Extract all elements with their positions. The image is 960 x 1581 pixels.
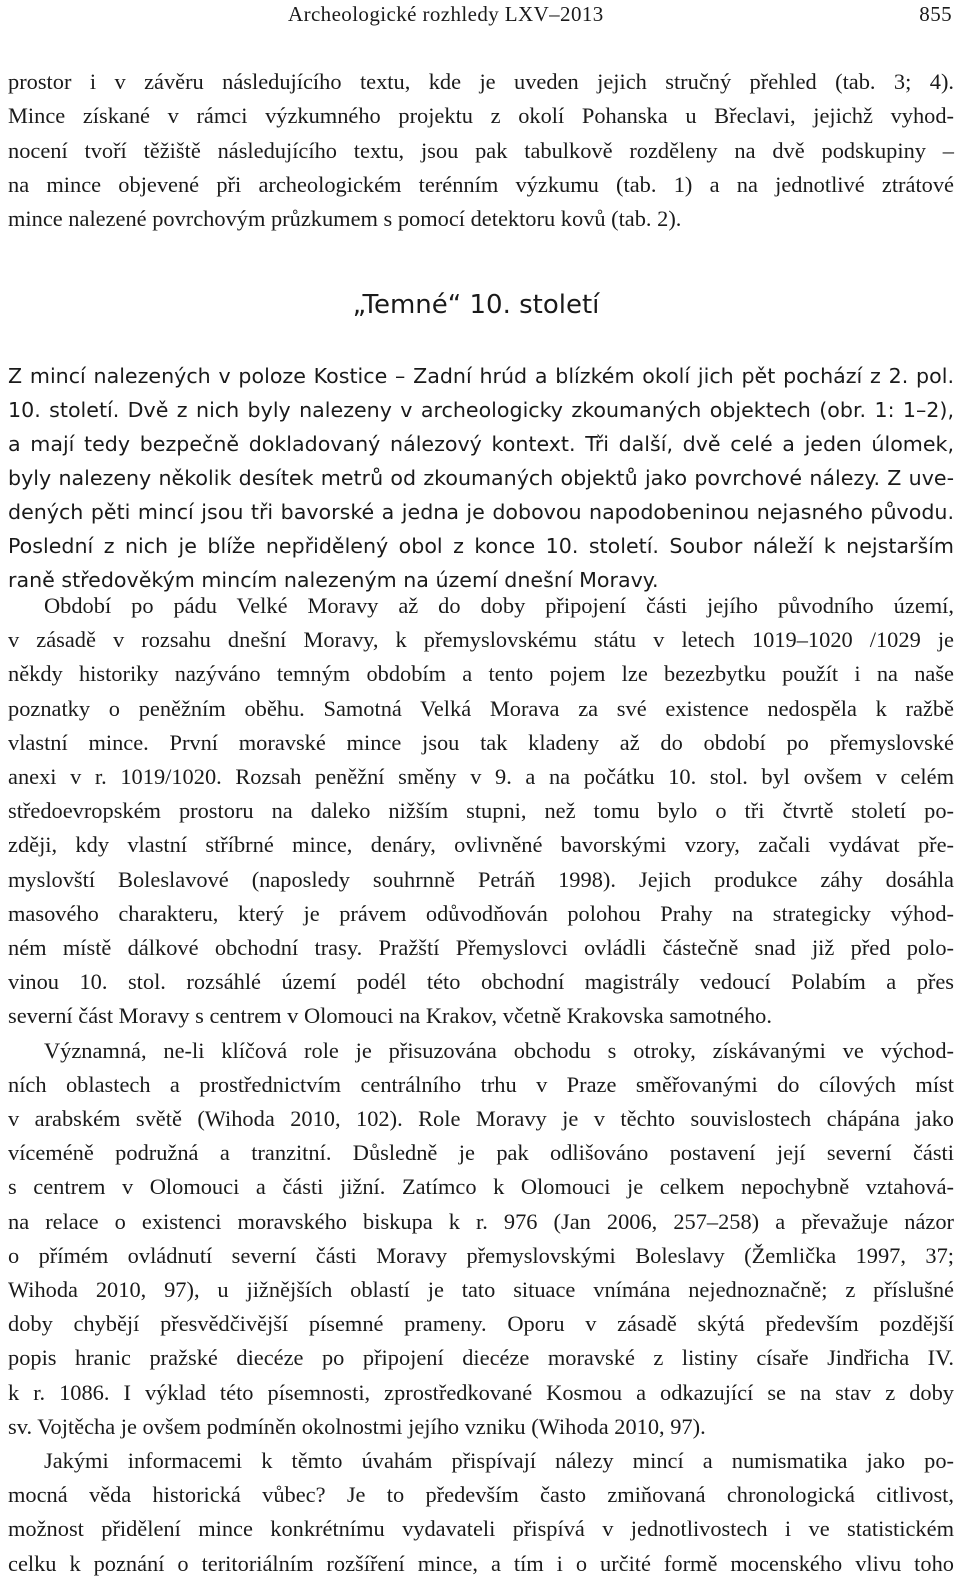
text-line: poznatky o peněžním oběhu. Samotná Velká Morava za své existence nedospěla k ražbě (8, 696, 954, 721)
text-line: doby chybějí přesvědčivější písemné prameny. Oporu v zásadě skýtá především pozdější (8, 1311, 954, 1336)
text-line: myslovští Boleslavové (naposledy souhrnně Petráň 1998). Jejich produkce záhy dosáhla (8, 867, 954, 892)
text-line: anexi v r. 1019/1020. Rozsah peněžní směny v 9. a na počátku 10. stol. byl ovšem v celém (8, 764, 954, 789)
text-line: Období po pádu Velké Moravy až do doby připojení části jejího původního území, (44, 593, 954, 618)
text-line: na mince objevené při archeologickém terénním výzkumu (tab. 1) a na jednotlivé ztrátové (8, 172, 954, 197)
text-line: 10. století. Dvě z nich byly nalezeny v archeologicky zkoumaných objektech (obr. 1: 1–2), (8, 398, 954, 422)
text-line: popis hranic pražské diecéze po připojení diecéze moravské z listiny císaře Jindřicha IV. (8, 1345, 954, 1370)
section-heading-text: „Temné“ 10. století (352, 290, 600, 320)
text-line: na relace o existenci moravského biskupa k r. 976 (Jan 2006, 257–258) a převažuje názor (8, 1209, 954, 1234)
text-line: mocná věda historická vůbec? Je to především často zmiňovaná chronologická citlivost, (8, 1482, 954, 1507)
text-line: o přímém ovládnutí severní části Moravy přemyslovskými Boleslavy (Žemlička 1997, 37; (8, 1243, 954, 1268)
text-line: nocení tvoří těžiště následujícího textu, jsou pak tabulkově rozděleny na dvě podskupiny – (8, 138, 954, 163)
text-line: sv. Vojtěcha je ovšem podmíněn okolnostmi jejího vzniku (Wihoda 2010, 97). (8, 1414, 706, 1439)
text-line: středoevropském prostoru na daleko nižším stupni, než tomu bylo o tři čtvrtě století po- (8, 798, 954, 823)
text-line: Mince získané v rámci výzkumného projektu z okolí Pohanska u Břeclavi, jejichž vyhod- (8, 103, 954, 128)
text-line: raně středověkým mincím nalezeným na území dnešní Moravy. (8, 568, 659, 592)
text-line: vlastní mince. První moravské mince jsou tak kladeny až do období po přemyslovské (8, 730, 954, 755)
text-line: a mají tedy bezpečně dokladovaný nálezový kontext. Tři další, dvě celé a jeden úlomek, (8, 432, 954, 456)
text-line: někdy historiky nazýváno temným obdobím a tento pojem lze bezezbytku použít i na naše (8, 661, 954, 686)
running-header (0, 0, 960, 30)
text-line: Jakými informacemi k těmto úvahám přispívají nálezy mincí a numismatika jako po- (44, 1448, 954, 1473)
journal-title: Archeologické rozhledy LXV–2013 (288, 2, 604, 26)
text-line: celku k poznání o teritoriálním rozšíření mince, a tím i o určité formě mocenského vlivu toho (8, 1551, 954, 1576)
text-line: severní část Moravy s centrem v Olomouci na Krakov, včetně Krakovska samotného. (8, 1003, 772, 1028)
text-line: prostor i v závěru následujícího textu, kde je uveden jejich stručný přehled (tab. 3; 4). (8, 69, 954, 94)
text-line: vinou 10. stol. rozsáhlé území podél této obchodní magistrály vedoucí Polabím a přes (8, 969, 954, 994)
text-line: masového charakteru, který je právem odůvodňován polohou Prahy na strategicky výhod- (8, 901, 954, 926)
text-line: ném místě dálkové obchodní trasy. Pražští Přemyslovci ovládli částečně snad již před polo- (8, 935, 954, 960)
text-line: zději, kdy vlastní stříbrné mince, denáry, ovlivněné bavorskými vzory, začali vydávat pře- (8, 832, 954, 857)
text-line: Wihoda 2010, 97), u jižnějších oblastí je tato situace vnímána nejednoznačně; z příslušné (8, 1277, 954, 1302)
text-line: s centrem v Olomouci a části jižní. Zatímco k Olomouci je celkem nepochybně vztahová- (8, 1174, 954, 1199)
text-line: Poslední z nich je blíže nepřidělený obol z konce 10. století. Soubor náleží k nejstarším (8, 534, 954, 558)
text-line: k r. 1086. I výklad této písemnosti, zprostředkované Kosmou a odkazující se na stav z doby (8, 1380, 954, 1405)
text-line: možnost přidělení mince konkrétnímu vydavateli přispívá v jednotlivostech i ve statistickém (8, 1516, 954, 1541)
page-number: 855 (919, 2, 952, 26)
text-line: Významná, ne-li klíčová role je přisuzována obchodu s otroky, získávanými ve východ- (44, 1038, 954, 1063)
text-line: v arabském světě (Wihoda 2010, 102). Role Moravy je v těchto souvislostech chápána jako (8, 1106, 954, 1131)
text-line: víceméně podružná a tranzitní. Důsledně je pak odlišováno postavení její severní části (8, 1140, 954, 1165)
text-line: Z mincí nalezených v poloze Kostice – Zadní hrúd a blízkém okolí jich pět pochází z 2. pol. (8, 364, 954, 388)
text-line: byly nalezeny několik desítek metrů od zkoumaných objektů jako povrchové nálezy. Z uve- (8, 466, 954, 490)
text-line: dených pěti mincí jsou tři bavorské a jedna je dobovou napodobeninou nejasného původu. (8, 500, 954, 524)
text-line: ních oblastech a prostřednictvím centrálního trhu v Praze směřovanými do cílových míst (8, 1072, 954, 1097)
text-line: mince nalezené povrchovým průzkumem s pomocí detektoru kovů (tab. 2). (8, 206, 682, 231)
text-line: v zásadě v rozsahu dnešní Moravy, k přemyslovskému státu v letech 1019–1020 /1029 je (8, 627, 954, 652)
section-heading (0, 288, 960, 322)
